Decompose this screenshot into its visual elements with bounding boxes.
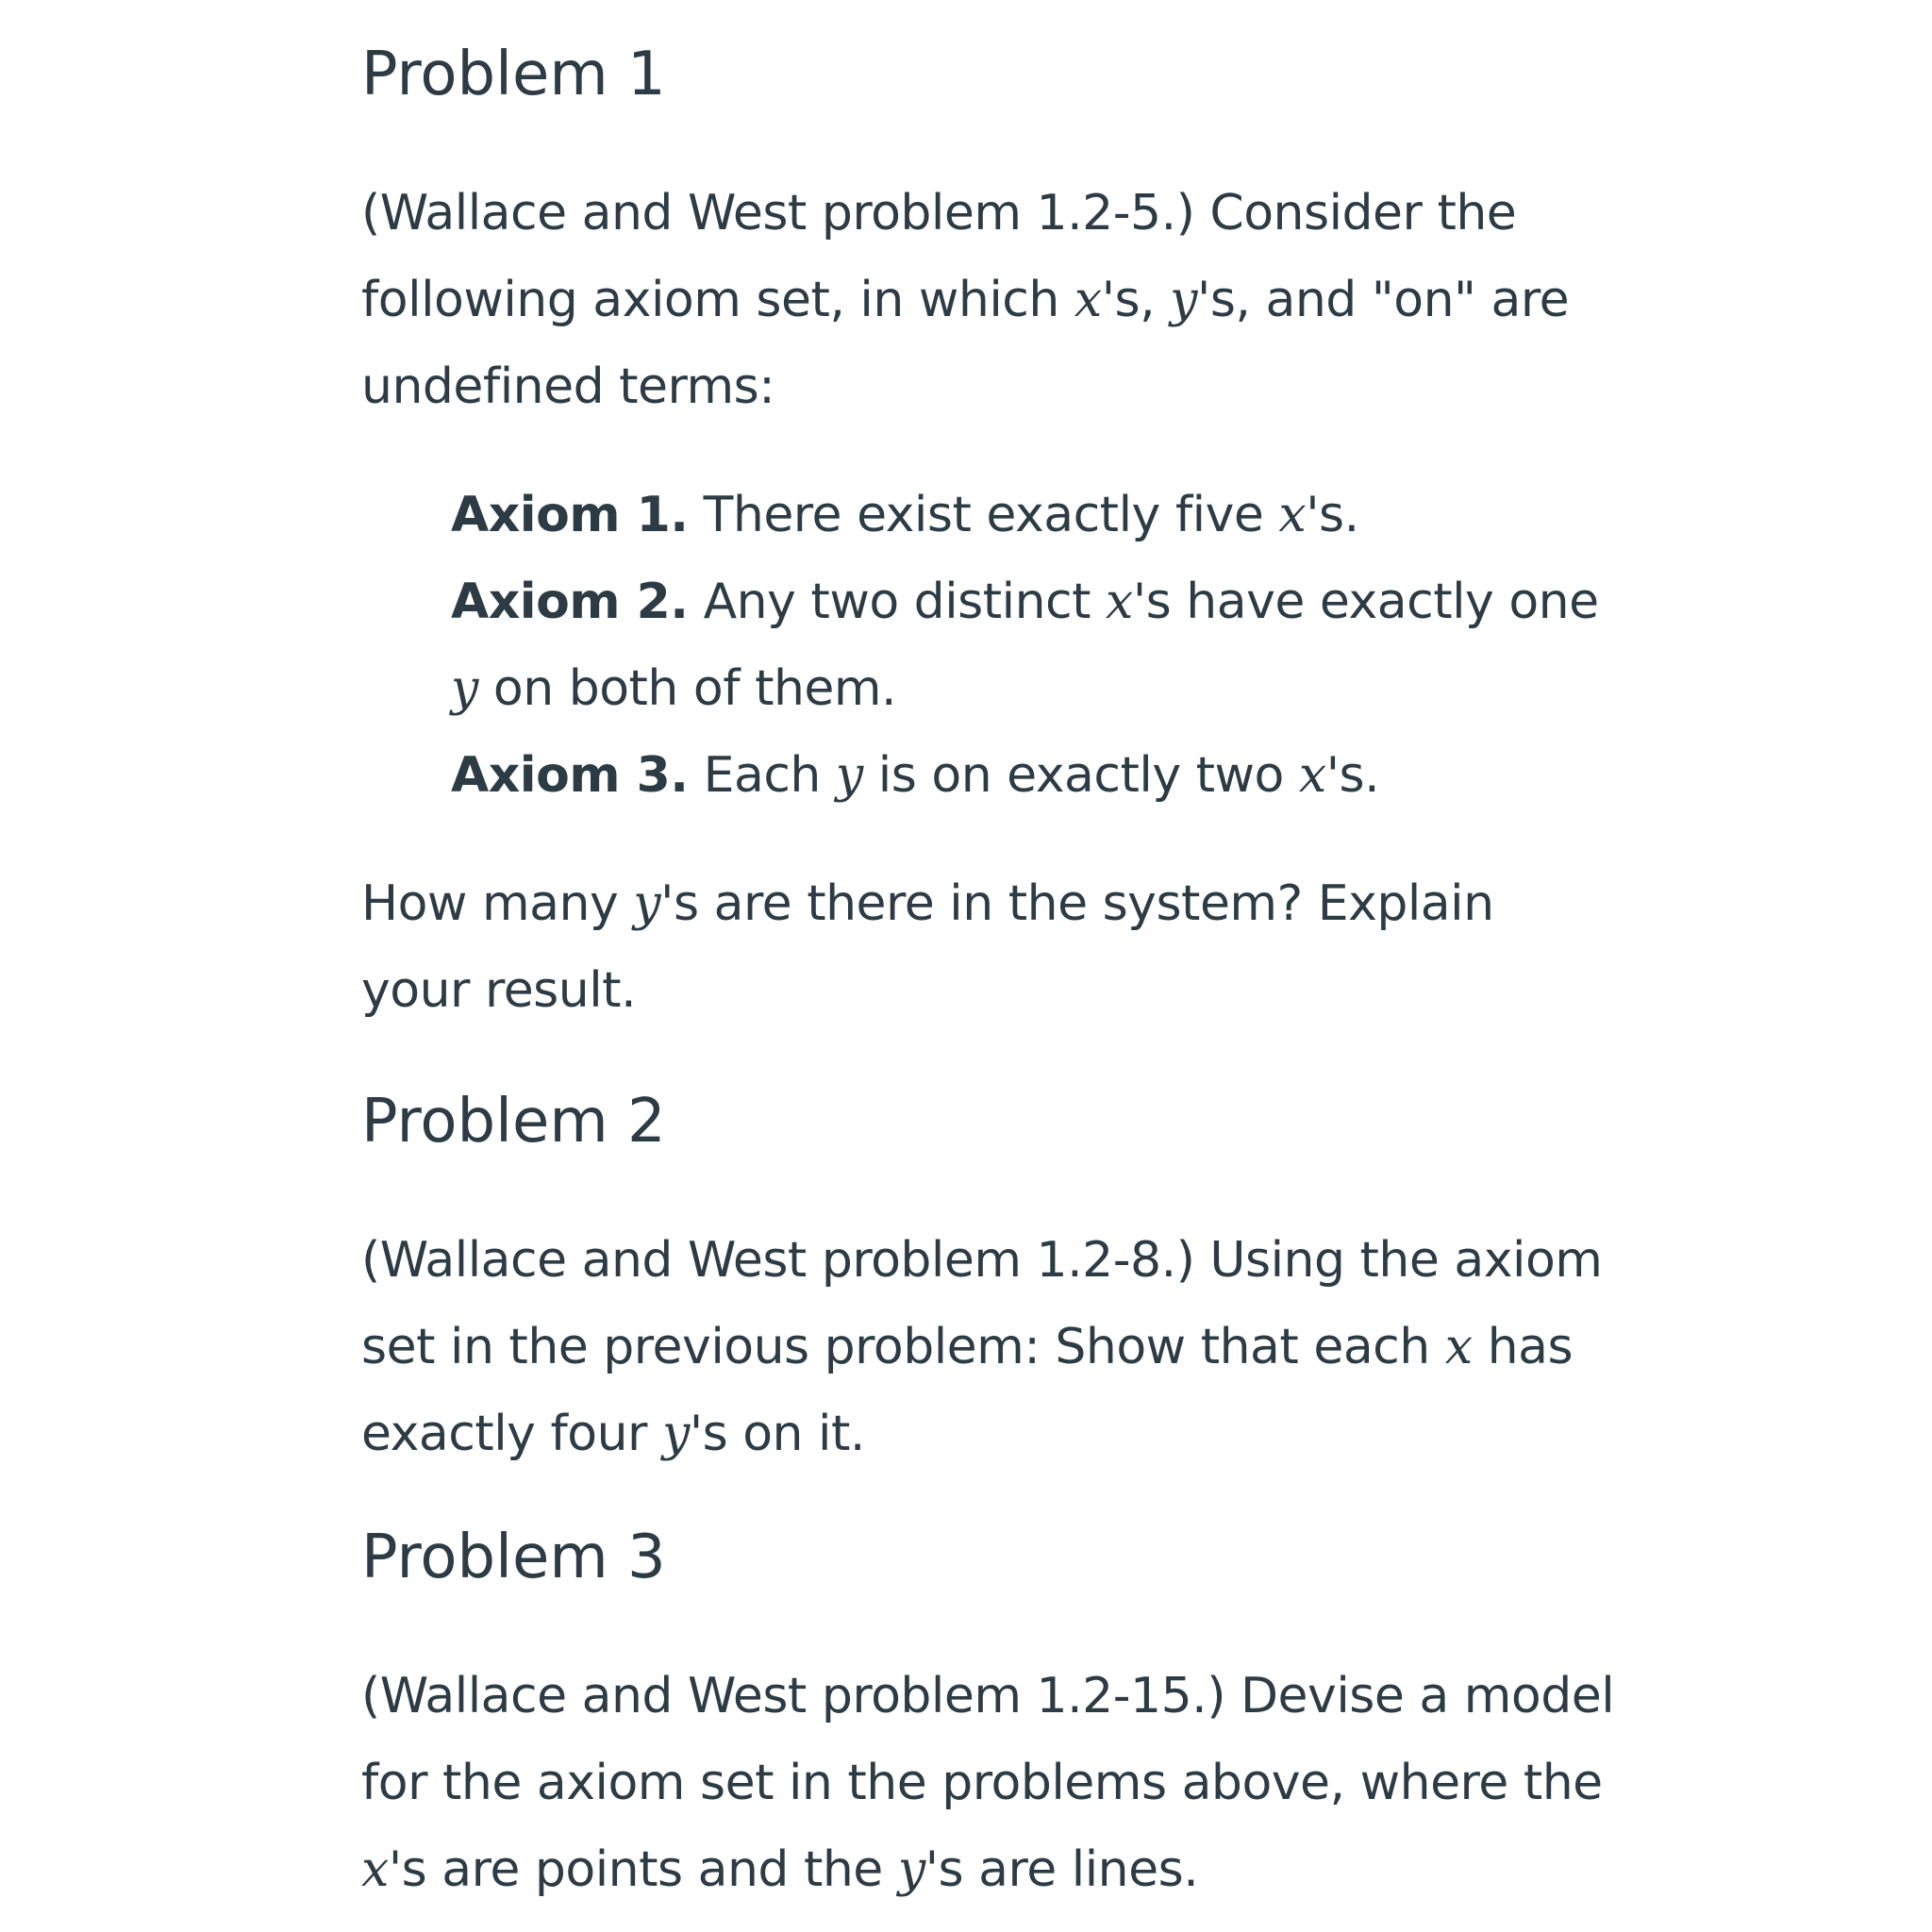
math-var-y: y — [897, 1841, 925, 1898]
math-var-x: x — [1278, 487, 1307, 543]
axiom-1: Axiom 1. There exist exactly five x's. — [451, 487, 1359, 543]
problem-3 — [361, 1511, 1616, 1913]
math-var-y: y — [633, 875, 661, 932]
problem-3-body: (Wallace and West problem 1.2-15.) Devise a model for the axiom set in the problems above, where the x's are points and the y's are lines. — [361, 1668, 1615, 1898]
problem-1 — [361, 28, 1616, 1034]
problem-1-question: How many y's are there in the system? Explain your result. — [361, 875, 1494, 1019]
math-var-y: y — [451, 660, 478, 717]
math-var-x: x — [1074, 272, 1102, 328]
problem-2-body: (Wallace and West problem 1.2-8.) Using the axiom set in the previous problem: Show that each x has exactly four y's on it. — [361, 1232, 1603, 1462]
assignment-content — [361, 28, 1616, 1913]
axiom-label: Axiom 1. — [451, 487, 689, 543]
axiom-3: Axiom 3. Each y is on exactly two x's. — [451, 747, 1380, 804]
math-var-y: y — [1170, 272, 1198, 328]
math-var-x: x — [361, 1841, 389, 1898]
math-var-x: x — [1106, 574, 1133, 630]
axiom-label: Axiom 3. — [451, 747, 689, 804]
math-var-y: y — [835, 747, 863, 804]
problem-3-heading: Problem 3 — [361, 1523, 666, 1592]
problem-1-heading: Problem 1 — [361, 40, 666, 109]
math-var-x: x — [1298, 747, 1326, 804]
axiom-label: Axiom 2. — [451, 574, 689, 630]
problem-1-intro: (Wallace and West problem 1.2-5.) Consider the following axiom set, in which x's, y's, and "on" are undefined terms: — [361, 185, 1570, 415]
axiom-list — [451, 472, 1616, 819]
problem-2-heading: Problem 2 — [361, 1087, 666, 1157]
math-var-y: y — [661, 1406, 690, 1462]
axiom-2: Axiom 2. Any two distinct x's have exactly one y on both of them. — [451, 574, 1599, 717]
math-var-x: x — [1444, 1319, 1473, 1375]
problem-2 — [361, 1075, 1616, 1477]
